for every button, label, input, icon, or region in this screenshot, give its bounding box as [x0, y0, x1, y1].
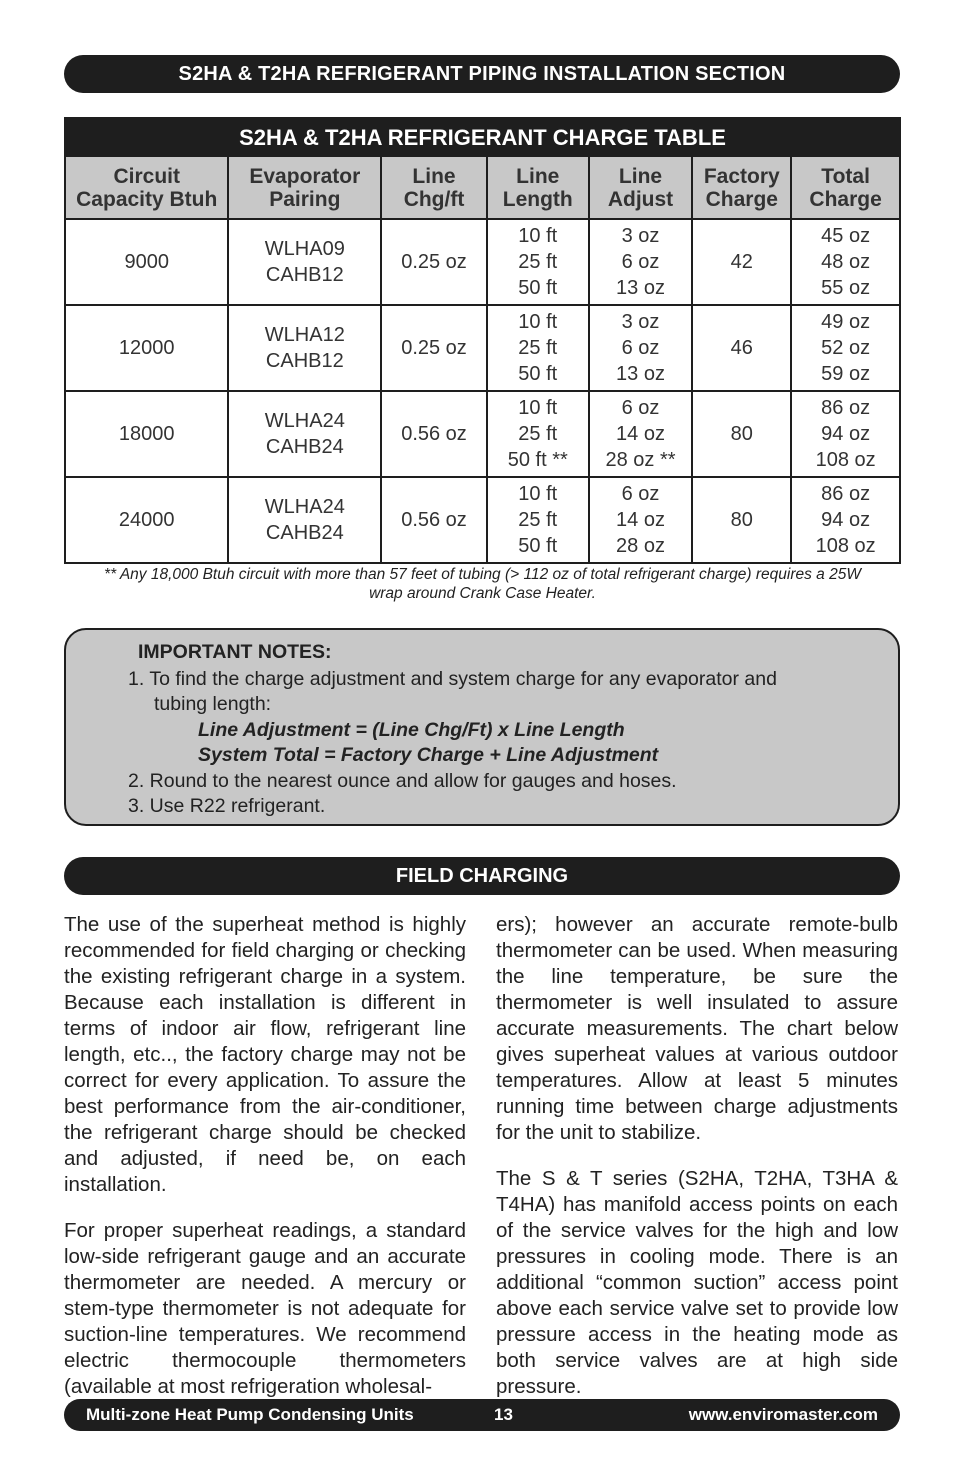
paragraph: The S & T series (S2HA, T2HA, T3HA & T4HA) has manifold access points on each of the service valves for the high and low pressures in cooling mode. There is an additional “common suction” access point above each service valve set to provide low pressure access in the heating mode as both service valves are at high side pressure.: [496, 1167, 898, 1398]
table-row: [65, 391, 900, 477]
cell-pairing: WLHA24 CAHB24: [228, 391, 381, 477]
cell-total: 86 oz 94 oz 108 oz: [791, 477, 900, 563]
right-column: [496, 912, 898, 1420]
table-header-row: [65, 156, 900, 219]
charge-table: [64, 155, 901, 564]
formula-line-adjustment: Line Adjustment = (Line Chg/Ft) x Line Length: [198, 719, 625, 741]
cell-factory: 46: [692, 305, 791, 391]
note-item-2: 2. Round to the nearest ounce and allow for gauges and hoses.: [128, 770, 677, 792]
table-footnote: [64, 565, 901, 603]
cell-length: 10 ft 25 ft 50 ft: [487, 219, 589, 305]
header-factory: Factory Charge: [692, 156, 791, 219]
cell-chg-ft: 0.56 oz: [381, 391, 487, 477]
cell-capacity: 18000: [65, 391, 228, 477]
footer-website: www.enviromaster.com: [688, 1405, 878, 1424]
cell-capacity: 12000: [65, 305, 228, 391]
table-title: S2HA & T2HA REFRIGERANT CHARGE TABLE: [64, 117, 901, 157]
cell-pairing: WLHA12 CAHB12: [228, 305, 381, 391]
table-row: [65, 305, 900, 391]
cell-pairing: WLHA24 CAHB24: [228, 477, 381, 563]
important-notes-box: [64, 628, 900, 826]
cell-factory: 80: [692, 391, 791, 477]
cell-adjust: 6 oz 14 oz 28 oz: [589, 477, 693, 563]
cell-length: 10 ft 25 ft 50 ft: [487, 305, 589, 391]
page-footer: [64, 1399, 900, 1431]
cell-total: 45 oz 48 oz 55 oz: [791, 219, 900, 305]
notes-title: IMPORTANT NOTES:: [138, 641, 332, 663]
cell-chg-ft: 0.25 oz: [381, 305, 487, 391]
cell-chg-ft: 0.56 oz: [381, 477, 487, 563]
page-number: 13: [494, 1405, 513, 1424]
field-charging-header: FIELD CHARGING: [64, 857, 900, 895]
table-row: [65, 477, 900, 563]
cell-length: 10 ft 25 ft 50 ft: [487, 477, 589, 563]
header-chg-ft: Line Chg/ft: [381, 156, 487, 219]
footnote-line-2: wrap around Crank Case Heater.: [369, 585, 596, 602]
table-row: [65, 219, 900, 305]
header-pairing: Evaporator Pairing: [228, 156, 381, 219]
note-item-3: 3. Use R22 refrigerant.: [128, 795, 326, 817]
paragraph: For proper superheat readings, a standard low-side refrigerant gauge and an accurate thermometer are needed. A mercury or stem-type thermometer is not adequate for suction-line temperatures. We recommend electric thermocouple thermometers (available at most refrigeration wholesal-: [64, 1219, 466, 1398]
header-length: Line Length: [487, 156, 589, 219]
cell-factory: 80: [692, 477, 791, 563]
cell-adjust: 3 oz 6 oz 13 oz: [589, 305, 693, 391]
cell-adjust: 3 oz 6 oz 13 oz: [589, 219, 693, 305]
cell-length: 10 ft 25 ft 50 ft **: [487, 391, 589, 477]
header-capacity: Circuit Capacity Btuh: [65, 156, 228, 219]
note-item-1-cont: tubing length:: [154, 693, 272, 715]
note-item-1: 1. To find the charge adjustment and system charge for any evaporator and: [128, 668, 777, 690]
formula-system-total: System Total = Factory Charge + Line Adjustment: [198, 744, 659, 766]
cell-capacity: 9000: [65, 219, 228, 305]
footer-title: Multi-zone Heat Pump Condensing Units: [86, 1405, 414, 1424]
cell-total: 86 oz 94 oz 108 oz: [791, 391, 900, 477]
header-adjust: Line Adjust: [589, 156, 693, 219]
footnote-line-1: ** Any 18,000 Btuh circuit with more than 57 feet of tubing (> 112 oz of total refrigerant charge) requires a 25W: [104, 566, 861, 583]
paragraph: The use of the superheat method is highly recommended for field charging or checking the existing refrigerant charge in a system. Because each installation is different in terms of indoor air flow, refrigerant line length, etc.., the factory charge may not be correct for every application. To assure the best performance from the air-conditioner, the refrigerant charge should be checked and adjusted, if need be, on each installation.: [64, 913, 466, 1196]
cell-pairing: WLHA09 CAHB12: [228, 219, 381, 305]
paragraph: ers); however an accurate remote-bulb thermometer can be used. When measuring the line temperature, be sure the thermometer is well insulated to assure accurate measurements. The chart below gives superheat values at various outdoor temperatures. Allow at least 5 minutes running time between charge adjustments for the unit to stabilize.: [496, 913, 898, 1144]
section-header: S2HA & T2HA REFRIGERANT PIPING INSTALLATION SECTION: [64, 55, 900, 93]
cell-total: 49 oz 52 oz 59 oz: [791, 305, 900, 391]
header-total: Total Charge: [791, 156, 900, 219]
cell-adjust: 6 oz 14 oz 28 oz **: [589, 391, 693, 477]
cell-capacity: 24000: [65, 477, 228, 563]
left-column: [64, 912, 466, 1420]
cell-factory: 42: [692, 219, 791, 305]
cell-chg-ft: 0.25 oz: [381, 219, 487, 305]
